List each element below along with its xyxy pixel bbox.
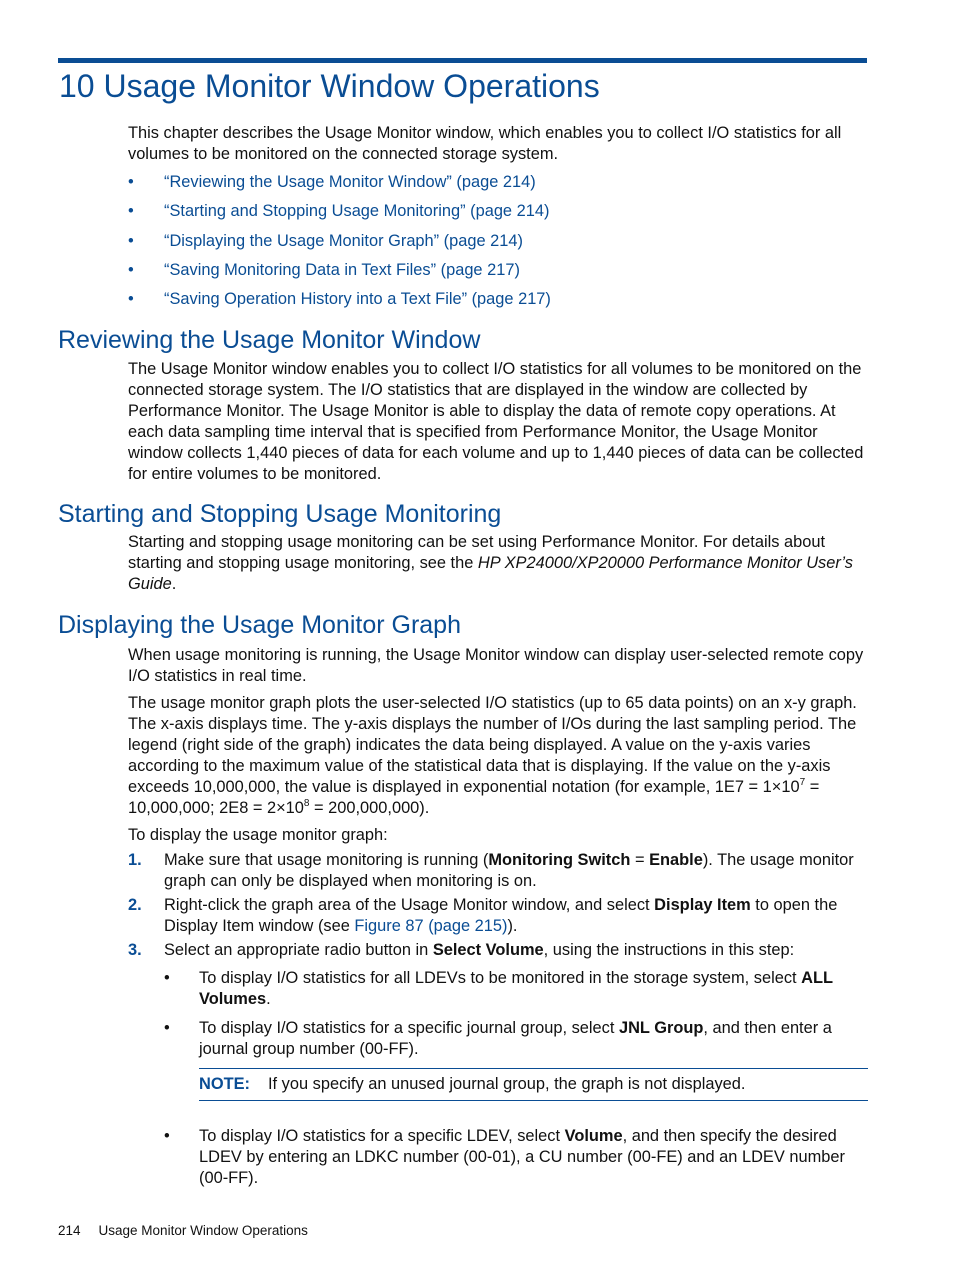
bullet: • [164,969,170,988]
list-item [128,201,868,230]
link-reviewing[interactable]: “Reviewing the Usage Monitor Window” (page 214) [164,173,536,191]
text: Select an appropriate radio button in [164,941,433,960]
text: = [630,851,650,870]
text: Right-click the graph area of the Usage Monitor window, and select [164,896,655,915]
ui-term: Display Item [654,896,751,915]
text: . [266,990,271,1009]
note-label: NOTE: [199,1075,250,1094]
sub-list [164,968,868,1189]
section-heading-displaying: Displaying the Usage Monitor Graph [58,611,461,640]
list-item [128,289,868,318]
text: , using the instructions in this step: [543,941,795,960]
text: The usage monitor graph plots the user-selected I/O statistics (up to 65 data points) on an x-y graph. The x-axis displays time. The y-axis displays the number of I/Os during the last sampling period. The legend (right side of the graph) indicates the data being displayed. A value on the y-axis varies according to the maximum value of the statistical data that is displaying. If the value on the y-axis exceeds 10,000,000, the value is displayed in exponential notation (for example, 1E7 = 1×10 [128,694,857,797]
text: To display I/O statistics for a specific LDEV, select [199,1127,565,1146]
section-heading-starting: Starting and Stopping Usage Monitoring [58,500,502,529]
text: Make sure that usage monitoring is running ( [164,851,489,870]
page-number: 214 [58,1223,81,1238]
exponent: 7 [799,777,806,789]
link-saving-history[interactable]: “Saving Operation History into a Text File” (page 217) [164,290,551,309]
step-number: 2. [128,896,142,915]
list-item [128,231,868,260]
bullet: • [128,231,134,250]
section-heading-reviewing: Reviewing the Usage Monitor Window [58,326,481,355]
bullet: • [128,173,134,191]
text: ). The usage monitor graph can only be displayed when monitoring is on. [164,851,854,891]
section-displaying-p2 [128,693,868,819]
list-item [128,172,868,201]
text: Starting and stopping usage monitoring can be set using Performance Monitor. For details about starting and stopping usage monitoring, see the [128,533,826,573]
exponent: 8 [303,798,310,810]
bullet: • [128,202,134,221]
page-body [58,123,868,1197]
text: ). [507,917,518,936]
note-box [199,1068,868,1101]
ui-term: Monitoring Switch [488,851,631,870]
book-title: HP XP24000/XP20000 Performance Monitor User’s Guide [128,554,853,594]
text: To display I/O statistics for all LDEVs to be monitored in the storage system, select [199,969,802,988]
text: = 10,000,000; 2E8 = 2×10 [128,778,820,818]
step-item [128,940,868,1189]
bullet: • [164,1019,170,1038]
text: , and then enter a journal group number (00-FF). [199,1019,832,1059]
step-item [128,850,868,892]
link-starting-stopping[interactable]: “Starting and Stopping Usage Monitoring” (page 214) [164,202,550,221]
sub-item [164,1018,868,1101]
footer-title: Usage Monitor Window Operations [98,1223,308,1238]
list-item [128,260,868,289]
bullet: • [164,1127,170,1146]
section-displaying-p1: When usage monitoring is running, the Usage Monitor window can display user-selected remote copy I/O statistics in real time. [128,646,864,686]
sub-item [164,1126,868,1189]
bullet: • [128,260,134,279]
chapter-title: 10 Usage Monitor Window Operations [59,68,600,104]
chapter-top-rule [58,58,867,63]
bullet: • [128,290,134,309]
ui-term: Enable [649,851,703,870]
section-starting-body [128,532,868,595]
intro-paragraph: This chapter describes the Usage Monitor window, which enables you to collect I/O statistics for all volumes to be monitored on the connected storage system. [128,124,842,163]
text: to open the Display Item window (see [164,896,838,936]
figure-link[interactable]: Figure 87 (page 215) [354,917,508,936]
text: To display I/O statistics for a specific journal group, select [199,1019,619,1038]
link-saving-monitoring[interactable]: “Saving Monitoring Data in Text Files” (page 217) [164,260,520,279]
step-number: 3. [128,941,142,960]
text: = 200,000,000). [309,799,430,818]
step-item [128,895,868,937]
text: , and then specify the desired LDEV by entering an LDKC number (00-01), a CU number (00-FE) and an LDEV number (00-FF). [199,1127,845,1188]
section-displaying-p3: To display the usage monitor graph: [128,826,388,845]
ui-term: JNL Group [618,1019,704,1038]
ui-term: ALL Volumes [199,969,833,1009]
procedure-steps [128,850,868,1189]
step-number: 1. [128,851,142,870]
chapter-contents-list [128,172,868,318]
ui-term: Volume [564,1127,623,1146]
sub-item [164,968,868,1010]
note-text: If you specify an unused journal group, the graph is not displayed. [268,1075,746,1094]
text: . [171,575,177,594]
page-footer [58,1222,308,1240]
ui-term: Select Volume [432,941,544,960]
link-displaying-graph[interactable]: “Displaying the Usage Monitor Graph” (page 214) [164,231,523,250]
section-reviewing-body: The Usage Monitor window enables you to collect I/O statistics for all volumes to be monitored on the connected storage system. The I/O statistics that are displayed in the window are collected by Performance Monitor. The Usage Monitor is able to display the data of remote copy operations. At each data sampling time interval that is specified from Performance Monitor, the Usage Monitor window collects 1,440 pieces of data for each volume and up to 1,440 pieces of data can be collected for entire volumes to be monitored. [128,360,864,484]
